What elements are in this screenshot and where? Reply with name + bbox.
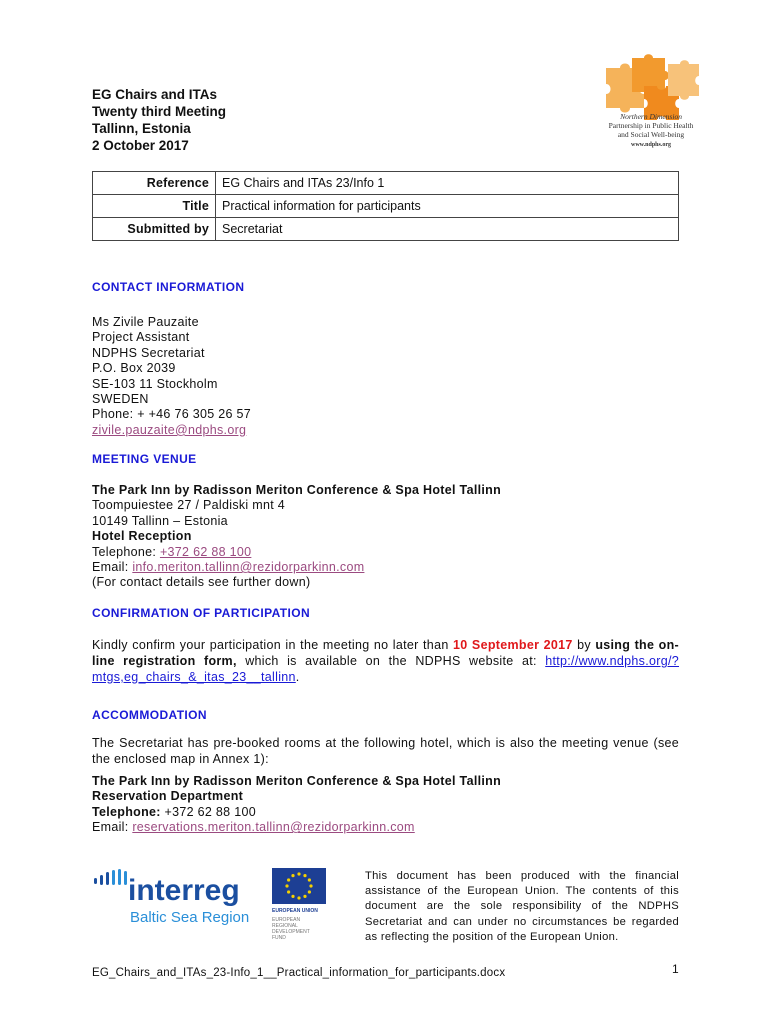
reference-value: EG Chairs and ITAs 23/Info 1 [216, 172, 679, 195]
confirmation-heading: CONFIRMATION OF PARTICIPATION [92, 606, 311, 620]
accommodation-email-link[interactable]: reservations.meriton.tallinn@rezidorparkinn.com [132, 820, 415, 835]
confirmation-bold-text: using the on-line registration form, [92, 638, 679, 668]
header-line-meeting: Twenty third Meeting [92, 104, 226, 119]
contact-email-link[interactable]: zivile.pauzaite@ndphs.org [92, 422, 247, 437]
eu-star-icon [291, 895, 294, 898]
venue-note: (For contact details see further down) [92, 575, 311, 590]
submitted-by-value: Secretariat [216, 218, 679, 241]
disclaimer-text: This document has been produced with the financial assistance of the European Union. The contents of this document are the sole responsibility of the NDPHS Secretariat and can under no circumstances be regarded as reflecting the position of the European Union. [365, 870, 679, 943]
venue-heading: MEETING VENUE [92, 452, 197, 466]
eu-caption-line: EUROPEAN [272, 917, 301, 923]
eu-star-icon [297, 896, 300, 899]
contact-line: SE-103 11 Stockholm [92, 376, 218, 391]
eu-star-icon [287, 890, 290, 893]
eu-caption-line: FUND [272, 935, 286, 941]
eu-star-icon [291, 874, 294, 877]
venue-phone-link[interactable]: +372 62 88 100 [159, 544, 252, 559]
accommodation-phone: +372 62 88 100 [160, 804, 256, 819]
eu-star-icon [285, 884, 288, 887]
logo-caption [596, 112, 706, 150]
venue-address-line: Toompuiestee 27 / Paldiski mnt 4 [92, 498, 286, 513]
contact-line: SWEDEN [92, 392, 149, 407]
confirmation-text: by [572, 638, 596, 652]
venue-reception-label: Hotel Reception [92, 529, 192, 544]
confirmation-text: which is available on the NDPHS website at: [236, 654, 546, 668]
accommodation-phone-label: Telephone: [92, 804, 161, 819]
interreg-logo-icon [92, 866, 272, 930]
venue-phone-label: Telephone: [92, 544, 160, 559]
venue-email-link[interactable]: info.meriton.tallinn@rezidorparkinn.com [132, 560, 365, 575]
accommodation-block [92, 774, 501, 836]
eu-star-icon [308, 878, 311, 881]
confirmation-deadline: 10 September 2017 [453, 638, 573, 652]
eu-star-icon [287, 878, 290, 881]
accommodation-department: Reservation Department [92, 789, 244, 804]
header-line-title: EG Chairs and ITAs [92, 87, 218, 102]
footer-filename: EG_Chairs_and_ITAs_23-Info_1__Practical_information_for_participants.docx [92, 967, 506, 979]
header-line-date: 2 October 2017 [92, 138, 189, 153]
contact-heading: CONTACT INFORMATION [92, 280, 245, 294]
table-row [93, 218, 679, 241]
confirmation-text: Kindly confirm your participation in the meeting no later than [92, 638, 453, 652]
accommodation-text: The Secretariat has pre-booked rooms at the following hotel, which is also the meeting venue (see the enclosed map in Annex 1): [92, 736, 679, 766]
accommodation-email-label: Email: [92, 820, 133, 835]
contact-line: Phone: + +46 76 305 26 57 [92, 407, 252, 422]
venue-hotel-name: The Park Inn by Radisson Meriton Conference & Spa Hotel Tallinn [92, 483, 502, 497]
venue-email-label: Email: [92, 560, 133, 575]
contact-line: P.O. Box 2039 [92, 361, 176, 376]
eu-caption-line: EUROPEAN UNION [272, 908, 318, 914]
logo-text-line: and Social Well-being [617, 130, 685, 139]
confirmation-paragraph [92, 637, 679, 685]
submitted-by-label: Submitted by [93, 218, 216, 241]
confirmation-end: . [295, 670, 300, 684]
contact-line: Ms Zivile Pauzaite [92, 315, 199, 329]
eu-flag-icon [270, 866, 332, 944]
eu-caption-line: REGIONAL [272, 923, 298, 929]
eu-star-icon [303, 895, 306, 898]
interreg-subtitle: Baltic Sea Region [130, 909, 250, 926]
reference-label: Reference [93, 172, 216, 195]
contact-block [92, 315, 251, 438]
accommodation-heading: ACCOMMODATION [92, 708, 207, 722]
eu-star-icon [309, 884, 312, 887]
interreg-wordmark: interreg [128, 874, 240, 907]
venue-block [92, 483, 501, 591]
contact-line: Project Assistant [92, 330, 190, 345]
document-header [92, 86, 226, 154]
eu-star-icon [303, 874, 306, 877]
eu-star-icon [308, 890, 311, 893]
logo-text-line: Northern Dimension [620, 112, 682, 121]
table-row [93, 195, 679, 218]
table-row [93, 172, 679, 195]
logo-text-line: Partnership in Public Health [608, 121, 694, 130]
venue-address-line: 10149 Tallinn – Estonia [92, 513, 228, 528]
title-label: Title [93, 195, 216, 218]
title-value: Practical information for participants [216, 195, 679, 218]
accommodation-hotel-name: The Park Inn by Radisson Meriton Conference & Spa Hotel Tallinn [92, 774, 502, 788]
logo-url: www.ndphs.org [630, 142, 671, 148]
contact-line: NDPHS Secretariat [92, 345, 205, 360]
eu-star-icon [297, 872, 300, 875]
header-line-place: Tallinn, Estonia [92, 121, 191, 136]
eu-caption-line: DEVELOPMENT [272, 929, 310, 935]
reference-table [92, 171, 679, 241]
page-number: 1 [672, 962, 679, 976]
registration-link[interactable]: http://www.ndphs.org/?mtgs,eg_chairs_&_itas_23__tallinn [92, 654, 679, 684]
